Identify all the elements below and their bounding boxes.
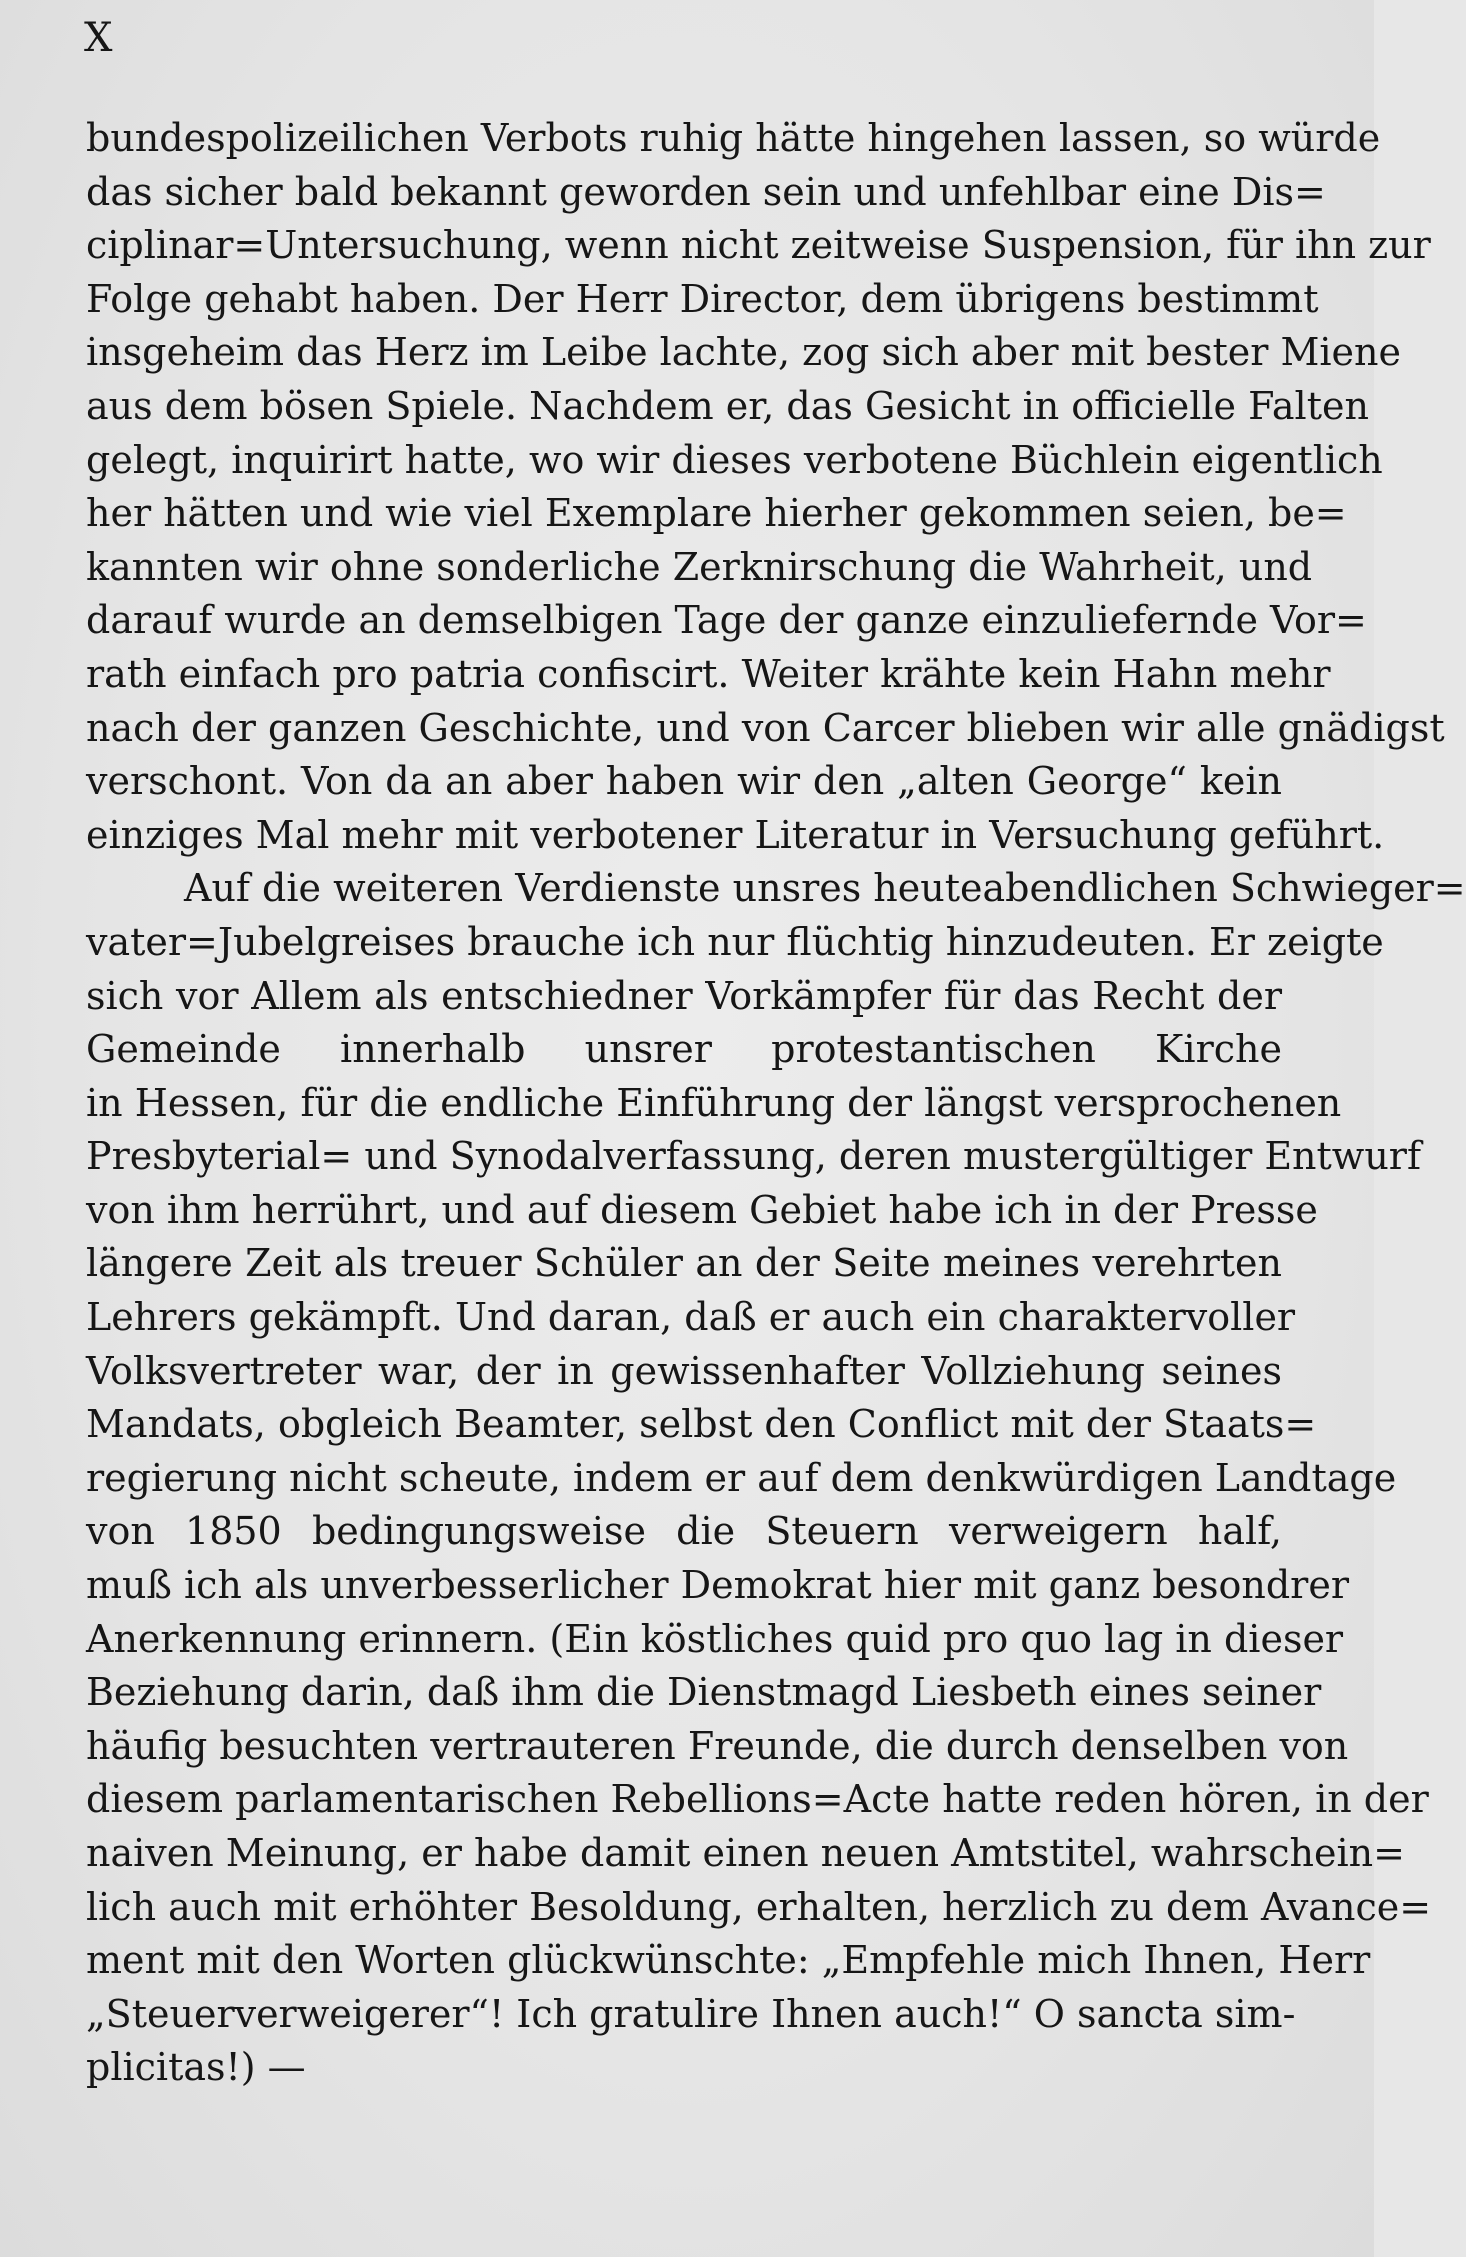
body-text: [86, 112, 1466, 2095]
text-line: von 1850 bedingungsweise die Steuern verweigern half,: [86, 1509, 1282, 1554]
text-line: verschont. Von da an aber haben wir den „alten George“ kein: [86, 759, 1282, 804]
text-line: sich vor Allem als entschiedner Vorkämpfer für das Recht der: [86, 973, 1282, 1018]
text-line: vater=Jubelgreises brauche ich nur flüchtig hinzudeuten. Er zeigte: [86, 919, 1384, 964]
text-line: Auf die weiteren Verdienste unsres heuteabendlichen Schwieger=: [184, 866, 1466, 911]
text-line: lich auch mit erhöhter Besoldung, erhalten, herzlich zu dem Avance=: [86, 1884, 1432, 1929]
text-line: bundespolizeilichen Verbots ruhig hätte hingehen lassen, so würde: [86, 116, 1381, 160]
text-line: Anerkennung erinnern. (Ein köstliches quid pro quo lag in dieser: [86, 1616, 1344, 1661]
text-line: in Hessen, für die endliche Einführung der längst versprochenen: [86, 1080, 1342, 1125]
text-line: insgeheim das Herz im Leibe lachte, zog sich aber mit bester Miene: [86, 330, 1402, 375]
text-line: rath einfach pro patria confiscirt. Weiter krähte kein Hahn mehr: [86, 651, 1331, 696]
text-line: „Steuerverweigerer“! Ich gratulire Ihnen auch!“ O sancta sim-: [86, 1991, 1296, 2036]
text-line: plicitas!) —: [86, 2045, 306, 2090]
text-line: von ihm herrührt, und auf diesem Gebiet habe ich in der Presse: [86, 1187, 1318, 1232]
text-line: längere Zeit als treuer Schüler an der Seite meines verehrten: [86, 1241, 1282, 1286]
text-line: diesem parlamentarischen Rebellions=Acte hatte reden hören, in der: [86, 1777, 1429, 1822]
text-line: Presbyterial= und Synodalverfassung, deren mustergültiger Entwurf: [86, 1134, 1422, 1179]
text-line: das sicher bald bekannt geworden sein und unfehlbar eine Dis=: [86, 169, 1326, 214]
text-line: muß ich als unverbesserlicher Demokrat hier mit ganz besondrer: [86, 1563, 1349, 1608]
text-line: Beziehung darin, daß ihm die Dienstmagd Liesbeth eines seiner: [86, 1670, 1322, 1715]
text-line: Gemeinde innerhalb unsrer protestantischen Kirche: [86, 1027, 1282, 1072]
text-line: Lehrers gekämpft. Und daran, daß er auch ein charaktervoller: [86, 1295, 1296, 1340]
text-line: ment mit den Worten glückwünschte: „Empfehle mich Ihnen, Herr: [86, 1938, 1371, 1983]
text-line: gelegt, inquirirt hatte, wo wir dieses verbotene Büchlein eigentlich: [86, 437, 1383, 482]
text-line: darauf wurde an demselbigen Tage der ganze einzuliefernde Vor=: [86, 598, 1367, 643]
text-line: nach der ganzen Geschichte, und von Carcer blieben wir alle gnädigst: [86, 705, 1445, 750]
text-line: ciplinar=Untersuchung, wenn nicht zeitweise Suspension, für ihn zur: [86, 223, 1431, 268]
text-line: regierung nicht scheute, indem er auf dem denkwürdigen Landtage: [86, 1455, 1397, 1500]
text-line: Folge gehabt haben. Der Herr Director, dem übrigens bestimmt: [86, 276, 1319, 321]
text-line: häufig besuchten vertrauteren Freunde, die durch denselben von: [86, 1723, 1349, 1768]
text-line: her hätten und wie viel Exemplare hierher gekommen seien, be=: [86, 491, 1347, 536]
text-line: kannten wir ohne sonderliche Zerknirschung die Wahrheit, und: [86, 544, 1313, 589]
text-line: aus dem bösen Spiele. Nachdem er, das Gesicht in officielle Falten: [86, 383, 1369, 428]
text-line: einziges Mal mehr mit verbotener Literatur in Versuchung geführt.: [86, 812, 1385, 857]
text-line: naiven Meinung, er habe damit einen neuen Amtstitel, wahrschein=: [86, 1831, 1405, 1875]
page-number: X: [84, 15, 115, 61]
text-line: Mandats, obgleich Beamter, selbst den Conflict mit der Staats=: [86, 1402, 1317, 1447]
text-line: Volksvertreter war, der in gewissenhafter Vollziehung seines: [86, 1348, 1282, 1393]
